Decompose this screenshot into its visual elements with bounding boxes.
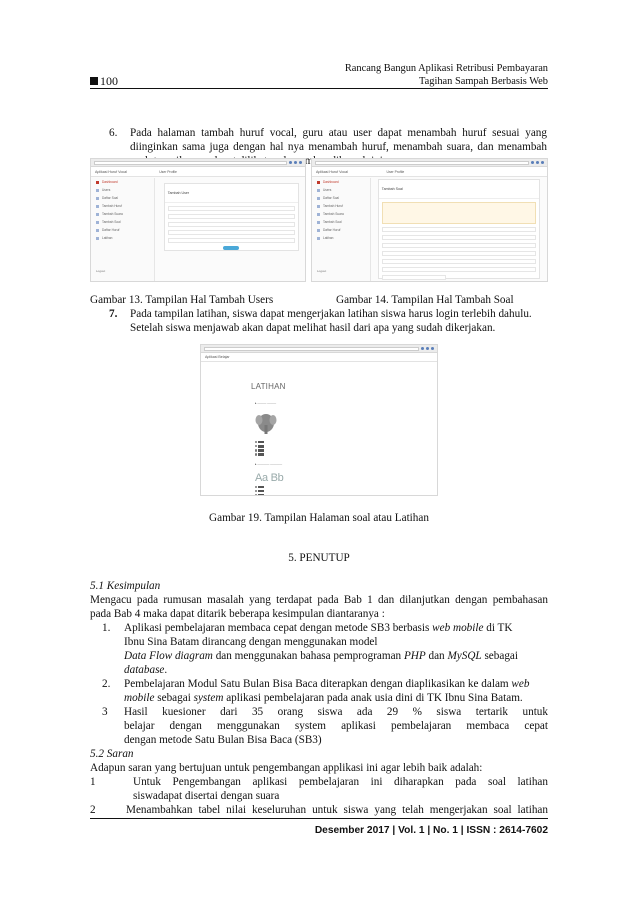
sidebar-item: Dashboard xyxy=(312,178,370,186)
quiz-panel xyxy=(255,396,325,496)
saran-2-number: 2 xyxy=(90,804,96,816)
toolbar-icon xyxy=(426,347,429,350)
toolbar-icon xyxy=(536,161,539,164)
item7-line2: Setelah siswa menjawab akan dapat melihat hasil dari apa yang sudah dikerjakan. xyxy=(130,322,496,334)
app-header xyxy=(91,167,305,177)
item6-line1: Pada halaman tambah huruf vocal, guru atau user dapat menambah huruf sesuai yang xyxy=(130,127,547,139)
sidebar-item: Users xyxy=(91,186,154,194)
menu-icon xyxy=(317,197,320,200)
app-tab: User Profile xyxy=(159,169,177,174)
answer-option xyxy=(255,493,325,496)
toolbar-icon xyxy=(299,161,302,164)
form-field xyxy=(382,235,536,240)
subsection-saran: 5.2 Saran xyxy=(90,748,134,760)
saran-1-number: 1 xyxy=(90,776,96,788)
app-header xyxy=(201,353,437,362)
menu-icon xyxy=(96,189,99,192)
form-field xyxy=(382,251,536,256)
file-input xyxy=(382,275,446,280)
kesimpulan-2: Pembelajaran Modul Satu Bulan Bisa Baca diterapkan dengan diaplikasikan ke dalam web mobile sebagai system aplikasi pembelajaran pada anak usia dini di TK Ibnu Sina Batam. xyxy=(124,678,530,704)
kesimpulan-1: Aplikasi pembelajaran membaca cepat dengan metode SB3 berbasis web mobile di TK Ibnu Sina Batam dirancang dengan menggunakan model Data Flow diagram dan menggunakan bahasa pemprograman PHP dan MySQL sebagai database. xyxy=(124,622,518,676)
menu-icon xyxy=(96,221,99,224)
sidebar-item: Daftar Huruf xyxy=(312,226,370,234)
menu-icon xyxy=(317,213,320,216)
footer-rule xyxy=(90,818,548,819)
latihan-title: LATIHAN xyxy=(251,382,286,391)
caption-fig13: Gambar 13. Tampilan Hal Tambah Users xyxy=(90,294,274,306)
form-field xyxy=(168,222,295,227)
square-bullet-icon xyxy=(90,77,98,85)
sidebar-item: Daftar Soal xyxy=(91,194,154,202)
menu-icon xyxy=(317,181,320,184)
sidebar-item: Tambah Huruf xyxy=(91,202,154,210)
app-brand: Aplikasi Huruf Vocal xyxy=(95,169,127,174)
sidebar-item: Tambah Soal xyxy=(91,218,154,226)
tambah-soal-card xyxy=(378,179,540,279)
item7-line1: Pada tampilan latihan, siswa dapat mengerjakan latihan siswa harus login terlebih dahulu. xyxy=(130,308,532,320)
header-rule xyxy=(90,88,548,89)
menu-icon xyxy=(317,237,320,240)
menu-icon xyxy=(96,197,99,200)
page-number-text: 100 xyxy=(100,74,118,88)
menu-icon xyxy=(317,205,320,208)
page-number xyxy=(90,74,118,88)
card-title: Tambah Soal xyxy=(379,180,539,199)
running-header-line1: Rancang Bangun Aplikasi Retribusi Pembayaran xyxy=(344,63,548,74)
caption-fig19: Gambar 19. Tampilan Halaman soal atau Latihan xyxy=(209,512,429,524)
item7-number: 7. xyxy=(109,308,118,320)
screenshot-latihan xyxy=(200,344,438,496)
sidebar-item: Tambah Suara xyxy=(312,210,370,218)
section-heading: 5. PENUTUP xyxy=(288,552,350,564)
toolbar-icon xyxy=(294,161,297,164)
saran-intro: Adapun saran yang bertujuan untuk pengembangan applikasi ini agar lebih baik adalah: xyxy=(90,762,483,774)
form-field xyxy=(382,227,536,232)
kesimpulan-1-number: 1. xyxy=(102,622,111,634)
sidebar-item: Tambah Suara xyxy=(91,210,154,218)
kesimpulan-intro: Mengacu pada rumusan masalah yang terdapat pada Bab 1 dan dilanjutkan dengan pembahasan pada Bab 4 maka dapat ditarik beberapa kesimpulan diantaranya : xyxy=(90,594,548,620)
sidebar-item: Users xyxy=(312,186,370,194)
menu-icon xyxy=(317,221,320,224)
form-field xyxy=(382,267,536,272)
card-title: Tambah User xyxy=(165,184,298,203)
journal-footer: Desember 2017 | Vol. 1 | No. 1 | ISSN : 2614-7602 xyxy=(314,825,548,836)
sidebar-item: Daftar Soal xyxy=(312,194,370,202)
menu-icon xyxy=(96,229,99,232)
question-line: ▸ ———— ———— xyxy=(255,461,283,466)
form-field xyxy=(382,202,536,224)
caption-fig14: Gambar 14. Tampilan Hal Tambah Soal xyxy=(336,294,514,306)
running-header-line2: Tagihan Sampah Berbasis Web xyxy=(419,76,548,87)
menu-icon xyxy=(96,181,99,184)
screenshot-tambah-users xyxy=(90,158,306,282)
menu-icon xyxy=(317,229,320,232)
item6-number: 6. xyxy=(109,127,118,139)
app-header xyxy=(312,167,547,177)
toolbar-icon xyxy=(541,161,544,164)
item6-line2: diinginkan sama juga dengan hal nya menambah huruf, menambah suara, dan menambah xyxy=(130,141,547,153)
elephant-picture-icon xyxy=(255,410,277,436)
submit-button xyxy=(223,246,239,250)
running-header xyxy=(345,62,548,88)
app-sidebar xyxy=(312,178,371,281)
toolbar-icon xyxy=(289,161,292,164)
menu-icon xyxy=(96,213,99,216)
kesimpulan-3-number: 3 xyxy=(102,706,108,718)
sidebar-item: Dashboard xyxy=(91,178,154,186)
kesimpulan-2-number: 2. xyxy=(102,678,111,690)
saran-1: Untuk Pengembangan aplikasi pembelajaran ini diharapkan pada soal latihan siswadapat disertai dengan suara xyxy=(133,776,548,802)
form-field xyxy=(168,206,295,211)
item7-paragraph xyxy=(130,307,548,335)
form-field xyxy=(168,238,295,243)
app-brand: Aplikasi Belajar xyxy=(205,355,230,359)
menu-icon xyxy=(317,189,320,192)
toolbar-icon xyxy=(531,161,534,164)
sidebar-item: Latihan xyxy=(312,234,370,242)
subsection-kesimpulan: 5.1 Kesimpulan xyxy=(90,580,161,592)
sidebar-item: Latihan xyxy=(91,234,154,242)
kesimpulan-3: Hasil kuesioner dari 35 orang siswa ada 29 % siswa tertarik untuk belajar dengan menggunakan system aplikasi pembelajaran membaca cepat dengan metode Satu Bulan Bisa Baca (SB3) xyxy=(124,706,548,746)
form-field xyxy=(382,259,536,264)
question-line: ▸ ——— ——— xyxy=(255,401,277,405)
sidebar-item: Tambah Soal xyxy=(312,218,370,226)
screenshot-tambah-soal xyxy=(311,158,548,282)
menu-icon xyxy=(96,205,99,208)
app-brand: Aplikasi Huruf Vocal xyxy=(316,169,348,174)
form-field xyxy=(168,230,295,235)
form-field xyxy=(382,243,536,248)
form-field xyxy=(168,214,295,219)
logout-link: Logout xyxy=(96,269,106,273)
app-tab: User Profile xyxy=(386,169,405,174)
sidebar-item: Tambah Huruf xyxy=(312,202,370,210)
app-sidebar xyxy=(91,178,155,281)
toolbar-icon xyxy=(421,347,424,350)
sidebar-item: Daftar Huruf xyxy=(91,226,154,234)
letters-picture: Aa Bb xyxy=(255,471,284,484)
menu-icon xyxy=(96,237,99,240)
tambah-user-card xyxy=(164,183,299,251)
logout-link: Logout xyxy=(317,269,327,273)
toolbar-icon xyxy=(431,347,434,350)
saran-2: Menambahkan tabel nilai keseluruhan untuk siswa yang telah mengerjakan soal latihan xyxy=(126,804,548,816)
